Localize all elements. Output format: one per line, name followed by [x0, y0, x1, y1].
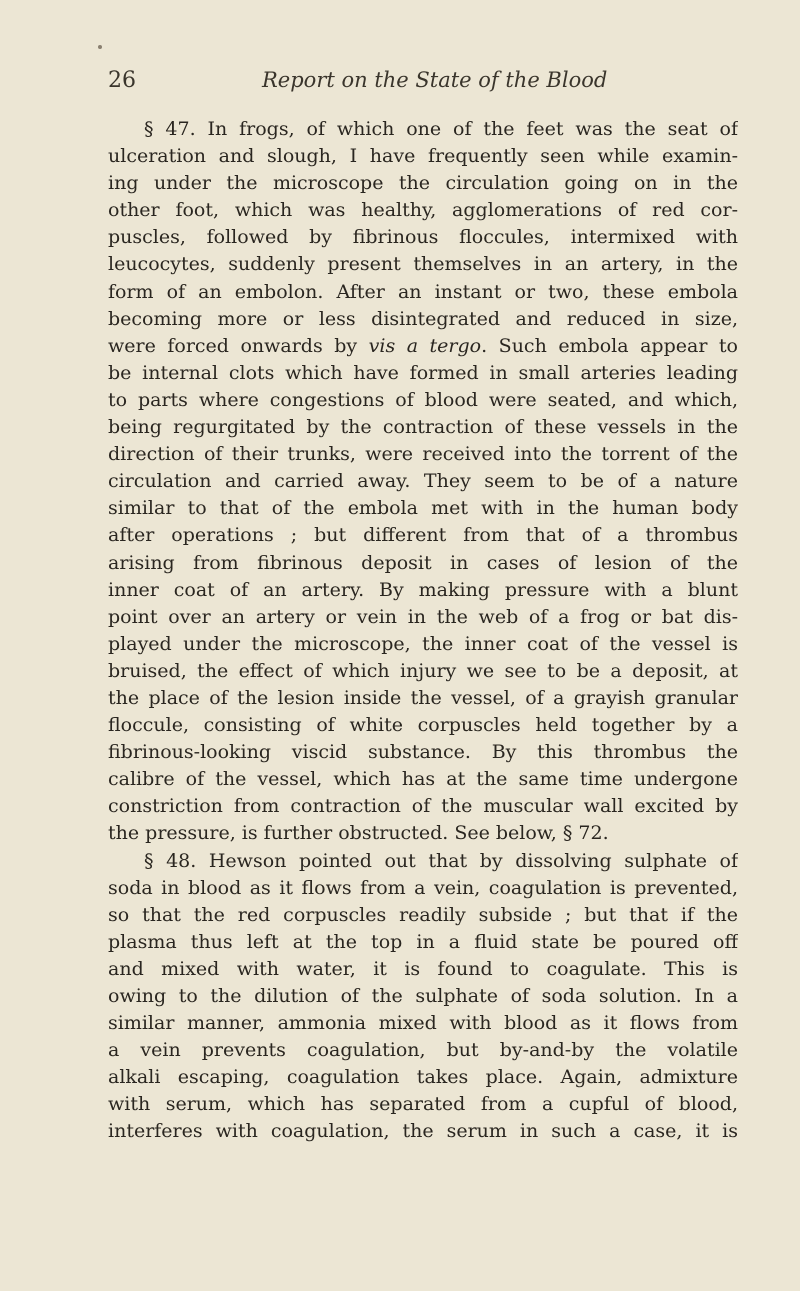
text-line: soda in blood as it flows from a vein, coagulation is prevented,: [108, 876, 738, 899]
text-line: and mixed with water, it is found to coagulate. This is: [108, 957, 738, 980]
text-line: played under the microscope, the inner coat of the vessel is: [108, 632, 738, 655]
text-line: other foot, which was healthy, agglomerations of red cor-: [108, 199, 738, 222]
text-line: being regurgitated by the contraction of these vessels in the: [108, 416, 738, 439]
text-line: inner coat of an artery. By making pressure with a blunt: [108, 578, 738, 601]
text-line: similar manner, ammonia mixed with blood as it flows from: [108, 1012, 738, 1035]
page-header: [0, 68, 800, 102]
text-line: similar to that of the embola met with in the human body: [108, 497, 738, 520]
text-line: ing under the microscope the circulation going on in the: [108, 172, 738, 195]
text-line: were forced onwards by vis a tergo. Such embola appear to: [108, 334, 738, 357]
text-line: a vein prevents coagulation, but by-and-by the volatile: [108, 1039, 738, 1062]
text-line: circulation and carried away. They seem to be of a nature: [108, 470, 738, 493]
body-text: [108, 116, 738, 1146]
text-line: form of an embolon. After an instant or two, these embola: [108, 280, 738, 303]
text-line: to parts where congestions of blood were seated, and which,: [108, 388, 738, 411]
text-line: direction of their trunks, were received into the torrent of the: [108, 443, 738, 466]
text-line: arising from fibrinous deposit in cases of lesion of the: [108, 551, 738, 574]
text-line: after operations ; but different from that of a thrombus: [108, 524, 738, 547]
text-line: ulceration and slough, I have frequently seen while examin-: [108, 145, 738, 168]
text-line: so that the red corpuscles readily subside ; but that if the: [108, 903, 738, 926]
text-line: the place of the lesion inside the vessel, of a grayish granular: [108, 686, 738, 709]
page-number: 26: [108, 68, 136, 93]
text-line: § 48. Hewson pointed out that by dissolving sulphate of: [144, 849, 738, 872]
text-line: calibre of the vessel, which has at the same time undergone: [108, 768, 738, 791]
text-line: floccule, consisting of white corpuscles held together by a: [108, 714, 738, 737]
text-line: the pressure, is further obstructed. See below, § 72.: [108, 822, 609, 845]
text-line: owing to the dilution of the sulphate of soda solution. In a: [108, 985, 738, 1007]
running-title: Report on the State of the Blood: [262, 68, 608, 92]
text-line: constriction from contraction of the muscular wall excited by: [108, 795, 738, 818]
text-line: leucocytes, suddenly present themselves in an artery, in the: [108, 253, 738, 276]
text-line: puscles, followed by fibrinous floccules, intermixed with: [108, 226, 738, 249]
text-line: fibrinous-looking viscid substance. By this thrombus the: [108, 741, 738, 764]
text-line: be internal clots which have formed in small arteries leading: [108, 361, 738, 384]
latin-phrase: vis a tergo: [368, 334, 482, 357]
print-speck: [98, 45, 102, 49]
text-line: § 47. In frogs, of which one of the feet was the seat of: [144, 118, 738, 140]
text-line: bruised, the effect of which injury we see to be a deposit, at: [108, 659, 738, 682]
text-line: alkali escaping, coagulation takes place. Again, admixture: [108, 1066, 738, 1089]
text-line: plasma thus left at the top in a fluid state be poured off: [108, 930, 738, 953]
text-line: becoming more or less disintegrated and reduced in size,: [108, 307, 738, 330]
text-line: point over an artery or vein in the web of a frog or bat dis-: [108, 605, 738, 628]
text-line: with serum, which has separated from a cupful of blood,: [108, 1093, 738, 1116]
text-line: interferes with coagulation, the serum in such a case, it is: [108, 1120, 738, 1143]
